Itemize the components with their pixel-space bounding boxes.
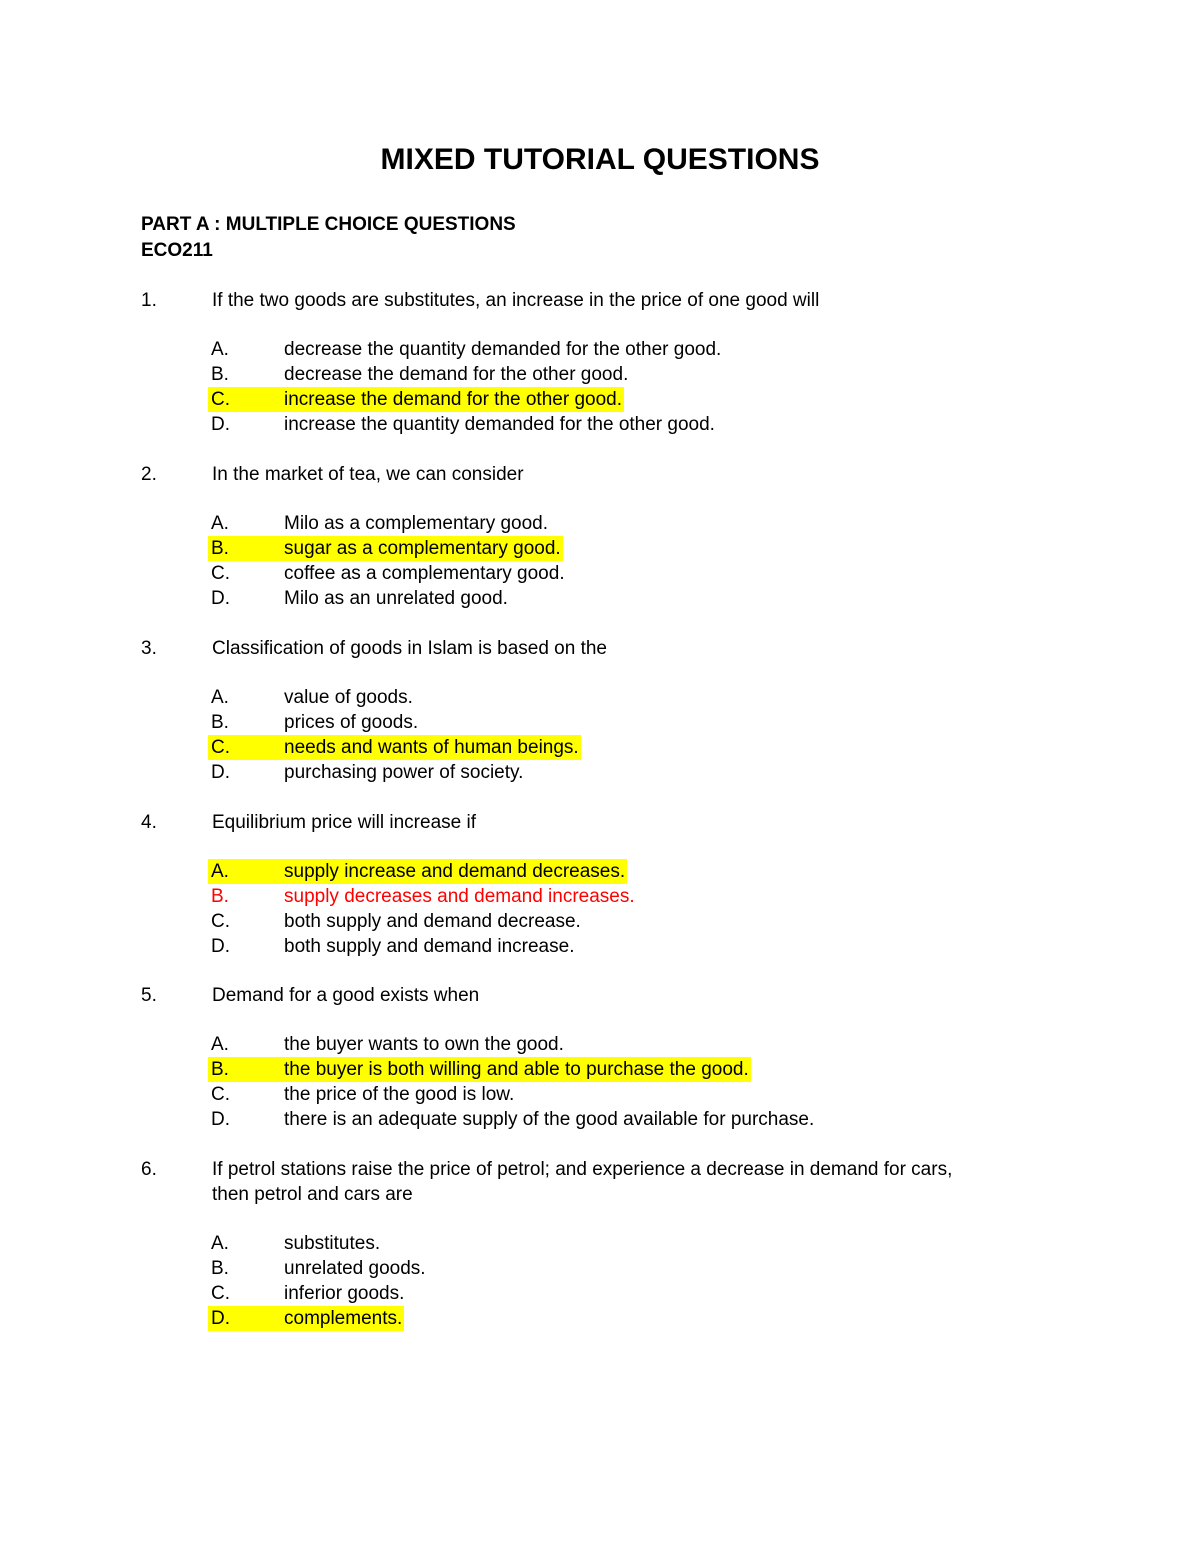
option-text: supply decreases and demand increases.: [284, 886, 635, 907]
option-letter: C.: [211, 389, 230, 410]
option-letter: A.: [211, 861, 229, 882]
option-letter: C.: [211, 1084, 230, 1105]
option-a: [0, 1032, 1200, 1057]
question-1: [0, 288, 1200, 437]
option-letter: D.: [211, 588, 230, 609]
option-text: both supply and demand increase.: [284, 936, 575, 957]
course-code: ECO211: [141, 240, 213, 261]
question-5: [0, 983, 1200, 1132]
option-letter: B.: [211, 364, 229, 385]
question-text: In the market of tea, we can consider: [212, 464, 524, 485]
question-text: Demand for a good exists when: [212, 985, 480, 1006]
question-text: If petrol stations raise the price of petrol; and experience a decrease in demand for cars,: [212, 1159, 953, 1180]
option-letter: C.: [211, 911, 230, 932]
option-b: [0, 362, 1200, 387]
question-number: 4.: [141, 812, 157, 833]
option-c: [0, 1281, 1200, 1306]
option-c: [0, 1082, 1200, 1107]
option-text: Milo as a complementary good.: [284, 513, 549, 534]
option-c: [0, 909, 1200, 934]
page-title: MIXED TUTORIAL QUESTIONS: [380, 143, 820, 176]
option-text: the buyer is both willing and able to purchase the good.: [284, 1059, 749, 1080]
question-number: 1.: [141, 290, 157, 311]
question-3: [0, 636, 1200, 785]
option-text: decrease the quantity demanded for the other good.: [284, 339, 722, 360]
option-text: inferior goods.: [284, 1283, 405, 1304]
question-4: [0, 810, 1200, 959]
question-6: [0, 1157, 1200, 1331]
option-text: decrease the demand for the other good.: [284, 364, 629, 385]
option-text: unrelated goods.: [284, 1258, 426, 1279]
option-letter: D.: [211, 936, 230, 957]
option-letter: B.: [211, 1059, 229, 1080]
option-letter: D.: [211, 1109, 230, 1130]
option-text: increase the demand for the other good.: [284, 389, 623, 410]
option-text: there is an adequate supply of the good available for purchase.: [284, 1109, 815, 1130]
option-text: the price of the good is low.: [284, 1084, 515, 1105]
option-letter: A.: [211, 1233, 229, 1254]
option-letter: D.: [211, 762, 230, 783]
option-b-red: [0, 884, 1200, 909]
option-a-highlighted: [0, 859, 1200, 884]
option-b: [0, 710, 1200, 735]
option-d: [0, 934, 1200, 959]
option-b-highlighted: [0, 1057, 1200, 1082]
option-a: [0, 685, 1200, 710]
option-a: [0, 1231, 1200, 1256]
option-text: increase the quantity demanded for the other good.: [284, 414, 715, 435]
option-d: [0, 760, 1200, 785]
question-text: If the two goods are substitutes, an increase in the price of one good will: [212, 290, 820, 311]
option-letter: A.: [211, 1034, 229, 1055]
section-heading: PART A : MULTIPLE CHOICE QUESTIONS: [141, 214, 516, 235]
option-text: complements.: [284, 1308, 403, 1329]
option-letter: C.: [211, 737, 230, 758]
option-d: [0, 412, 1200, 437]
option-a: [0, 511, 1200, 536]
option-letter: C.: [211, 563, 230, 584]
option-letter: D.: [211, 414, 230, 435]
option-letter: B.: [211, 538, 229, 559]
option-letter: B.: [211, 886, 229, 907]
option-text: both supply and demand decrease.: [284, 911, 581, 932]
option-letter: B.: [211, 1258, 229, 1279]
option-text: the buyer wants to own the good.: [284, 1034, 564, 1055]
option-letter: D.: [211, 1308, 230, 1329]
option-text: prices of goods.: [284, 712, 419, 733]
question-text: Equilibrium price will increase if: [212, 812, 476, 833]
option-b-highlighted: [0, 536, 1200, 561]
option-d: [0, 1107, 1200, 1132]
option-letter: A.: [211, 339, 229, 360]
option-text: supply increase and demand decreases.: [284, 861, 626, 882]
option-letter: A.: [211, 687, 229, 708]
option-letter: A.: [211, 513, 229, 534]
option-letter: C.: [211, 1283, 230, 1304]
option-b: [0, 1256, 1200, 1281]
option-text: coffee as a complementary good.: [284, 563, 565, 584]
question-number: 3.: [141, 638, 157, 659]
question-text: Classification of goods in Islam is based on the: [212, 638, 607, 659]
option-text: sugar as a complementary good.: [284, 538, 561, 559]
question-2: [0, 462, 1200, 611]
question-text-continued: then petrol and cars are: [212, 1184, 413, 1205]
question-number: 6.: [141, 1159, 157, 1180]
option-c-highlighted: [0, 735, 1200, 760]
option-c-highlighted: [0, 387, 1200, 412]
option-text: value of goods.: [284, 687, 413, 708]
option-letter: B.: [211, 712, 229, 733]
option-d-highlighted: [0, 1306, 1200, 1331]
option-c: [0, 561, 1200, 586]
option-a: [0, 337, 1200, 362]
option-text: Milo as an unrelated good.: [284, 588, 508, 609]
option-d: [0, 586, 1200, 611]
question-number: 2.: [141, 464, 157, 485]
question-number: 5.: [141, 985, 157, 1006]
option-text: purchasing power of society.: [284, 762, 524, 783]
option-text: needs and wants of human beings.: [284, 737, 579, 758]
option-text: substitutes.: [284, 1233, 381, 1254]
